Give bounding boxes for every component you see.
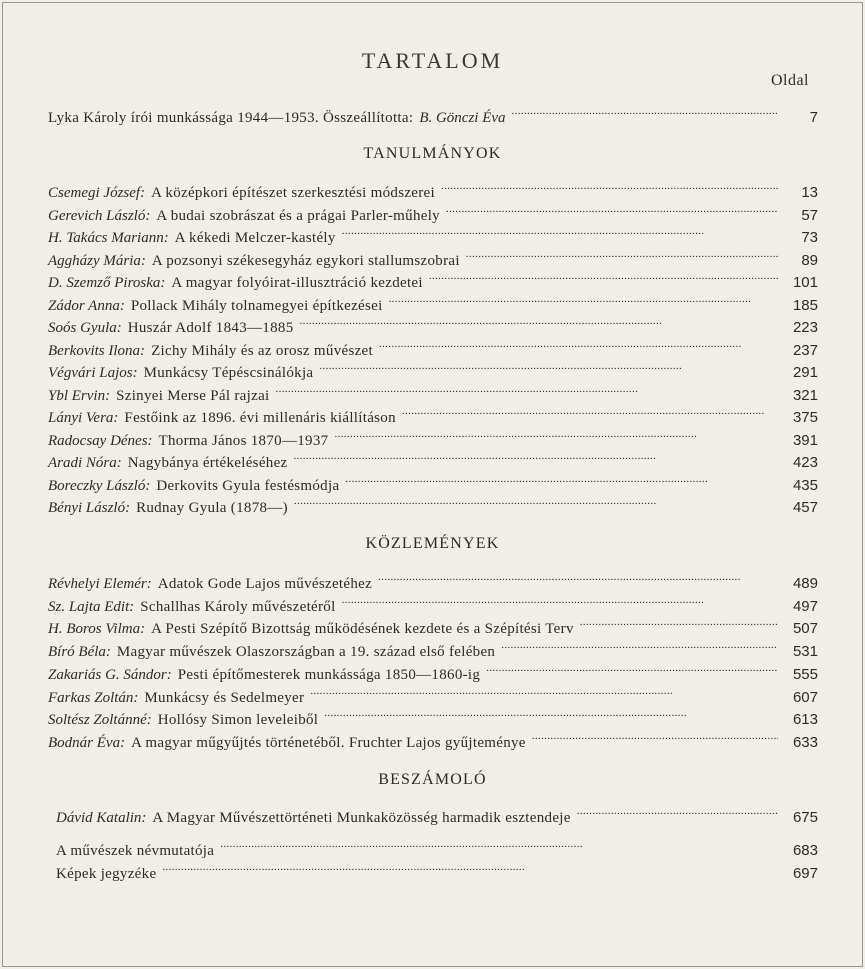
entry-page-number: 391 — [792, 431, 818, 449]
index-title: Képek jegyzéke — [56, 865, 157, 882]
entry-title: Derkovits Gyula festésmódja — [156, 477, 340, 494]
entry-page-number: 57 — [801, 206, 818, 224]
entry-author: Révhelyi Elemér: — [48, 576, 152, 592]
toc-entry[interactable] — [48, 634, 818, 661]
entry-title: Magyar művészek Olaszországban a 19. század első felében — [116, 644, 496, 661]
intro-page-number: 7 — [809, 109, 818, 126]
leader-dots — [324, 702, 778, 724]
entry-author: Berkovits Ilona: — [48, 342, 146, 359]
entry-title: A magyar folyóirat-illusztráció kezdetei — [171, 275, 423, 291]
entry-page-number: 497 — [792, 597, 818, 615]
entry-title: Huszár Adolf 1843—1885 — [127, 320, 294, 336]
entry-title: A kékedi Melczer-kastély — [174, 230, 336, 246]
entry-author: Végvári Lajos: — [48, 365, 138, 381]
toc-entry[interactable] — [48, 310, 818, 336]
entry-page-number: 633 — [792, 733, 818, 751]
toc-entry[interactable] — [48, 175, 818, 201]
toc-entry[interactable] — [48, 566, 818, 592]
leader-dots — [310, 680, 778, 702]
toc-entry[interactable] — [48, 220, 818, 246]
entry-author: Dávid Katalin: — [56, 810, 147, 826]
toc-entry[interactable] — [48, 333, 818, 359]
leader-dots — [294, 445, 779, 467]
index-entry[interactable] — [56, 833, 818, 859]
entry-title: Zichy Mihály és az orosz művészet — [151, 342, 373, 359]
entry-author: Aradi Nóra: — [48, 455, 122, 471]
entry-author: Zakariás G. Sándor: — [48, 666, 172, 683]
entry-page-number: 507 — [792, 620, 818, 638]
leader-dots — [580, 611, 778, 633]
leader-dots — [300, 310, 779, 332]
toc-entry[interactable] — [48, 589, 818, 615]
leader-dots — [220, 833, 778, 855]
entry-title: Rudnay Gyula (1878—) — [136, 500, 288, 516]
intro-title: Lyka Károly írói munkássága 1944—1953. Összeállította: — [48, 110, 414, 126]
entry-author: H. Boros Vilma: — [48, 621, 146, 638]
leader-dots — [379, 333, 778, 355]
toc-entry[interactable] — [48, 355, 818, 381]
entry-title: A pozsonyi székesegyház egykori stallumszobrai — [151, 252, 460, 269]
entry-author: Gerevich László: — [48, 207, 151, 224]
leader-dots — [501, 634, 778, 656]
toc-entry[interactable] — [48, 243, 818, 269]
section-heading-kozlemenyek: KÖZLEMÉNYEK — [365, 535, 500, 552]
toc-entry[interactable] — [48, 198, 818, 224]
section-heading-beszamolo: BESZÁMOLÓ — [378, 771, 487, 788]
toc-entry[interactable] — [48, 400, 818, 426]
entry-page-number: 435 — [792, 476, 818, 494]
section-heading-tanulmanyok: TANULMÁNYOK — [363, 145, 502, 162]
leader-dots — [342, 589, 778, 611]
entry-page-number: 237 — [792, 341, 818, 359]
leader-dots — [334, 423, 778, 445]
entry-author: D. Szemző Piroska: — [48, 275, 166, 291]
toc-entry[interactable] — [48, 657, 818, 683]
entry-title: Pollack Mihály tolnamegyei építkezései — [130, 297, 383, 314]
toc-entry[interactable] — [48, 265, 818, 291]
entry-title: A budai szobrászat és a prágai Parler-műhely — [156, 207, 440, 224]
toc-entry[interactable] — [48, 468, 818, 494]
leader-dots — [162, 856, 778, 878]
index-entry[interactable] — [56, 856, 818, 882]
page-title: TARTALOM — [361, 48, 504, 73]
leader-dots — [389, 288, 778, 310]
leader-dots — [378, 566, 778, 588]
entry-page-number: 101 — [792, 274, 818, 291]
toc-entry[interactable] — [48, 378, 818, 404]
leader-dots — [319, 355, 778, 377]
entry-title: Festőink az 1896. évi millenáris kiállításon — [124, 410, 396, 426]
entry-page-number: 675 — [792, 809, 818, 826]
leader-dots — [402, 400, 778, 422]
toc-entry[interactable] — [48, 490, 818, 516]
entry-page-number: 13 — [801, 184, 818, 201]
intro-entry[interactable] — [48, 100, 818, 126]
entry-author: H. Takács Mariann: — [48, 230, 169, 246]
entry-author: Ybl Ervin: — [48, 387, 111, 404]
entry-page-number: 73 — [801, 229, 818, 246]
leader-dots — [466, 243, 778, 265]
toc-entry[interactable] — [48, 702, 818, 729]
toc-entry[interactable] — [48, 725, 818, 751]
leader-dots — [446, 198, 778, 220]
entry-title: Hollósy Simon leveleiből — [157, 712, 319, 729]
leader-dots — [342, 220, 778, 242]
toc-entry[interactable] — [56, 800, 818, 826]
intro-author: B. Gönczi Éva — [419, 110, 506, 126]
entry-page-number: 607 — [792, 688, 818, 706]
entry-page-number: 531 — [792, 643, 818, 661]
entry-title: Nagybánya értékeléséhez — [127, 455, 288, 471]
index-page-number: 697 — [792, 864, 818, 882]
leader-dots — [276, 378, 779, 400]
toc-entry[interactable] — [48, 423, 818, 449]
toc-entry[interactable] — [48, 611, 818, 638]
entry-page-number: 291 — [792, 364, 818, 381]
leader-dots — [577, 800, 778, 822]
entry-page-number: 555 — [792, 665, 818, 683]
entry-page-number: 375 — [792, 409, 818, 426]
entry-title: A középkori építészet szerkesztési módszerei — [151, 185, 435, 201]
entry-author: Bényi László: — [48, 500, 131, 516]
leader-dots — [532, 725, 778, 747]
entry-author: Csemegi József: — [48, 185, 146, 201]
entry-author: Bíró Béla: — [48, 644, 111, 661]
entry-author: Soós Gyula: — [48, 320, 122, 336]
page-column-label: Oldal — [770, 72, 809, 89]
entry-title: A Magyar Művészettörténeti Munkaközösség harmadik esztendeje — [152, 810, 571, 826]
entry-page-number: 457 — [792, 499, 818, 516]
index-title: A művészek névmutatója — [56, 843, 215, 859]
entry-author: Bodnár Éva: — [48, 734, 126, 751]
leader-dots — [345, 468, 778, 490]
leader-dots — [486, 657, 778, 679]
entry-page-number: 613 — [792, 711, 818, 729]
entry-author: Boreczky László: — [48, 477, 151, 494]
toc-entry[interactable] — [48, 680, 818, 706]
entry-title: A magyar műgyűjtés történetéből. Fruchter Lajos gyűjteménye — [131, 734, 526, 751]
entry-page-number: 489 — [792, 575, 818, 592]
entry-title: Szinyei Merse Pál rajzai — [116, 387, 270, 404]
toc-entry[interactable] — [48, 288, 818, 314]
entry-author: Soltész Zoltánné: — [48, 712, 152, 729]
entry-title: A Pesti Szépítő Bizottság működésének kezdete és a Szépítési Terv — [151, 621, 574, 638]
entry-author: Radocsay Dénes: — [48, 432, 153, 449]
entry-title: Munkácsy és Sedelmeyer — [144, 689, 305, 706]
entry-author: Aggházy Mária: — [48, 252, 146, 269]
entry-author: Farkas Zoltán: — [48, 689, 139, 706]
leader-dots — [441, 175, 778, 197]
entry-author: Sz. Lajta Edit: — [48, 598, 135, 615]
leader-dots — [512, 100, 778, 122]
index-page-number: 683 — [792, 842, 818, 859]
entry-page-number: 423 — [792, 454, 818, 471]
entry-author: Zádor Anna: — [48, 297, 125, 314]
entry-page-number: 321 — [792, 386, 818, 404]
entry-title: Pesti építőmesterek munkássága 1850—1860-ig — [177, 666, 481, 683]
entry-page-number: 185 — [792, 296, 818, 314]
entry-page-number: 223 — [792, 319, 818, 336]
leader-dots — [429, 265, 778, 287]
toc-entry[interactable] — [48, 445, 818, 471]
entry-page-number: 89 — [801, 251, 818, 269]
entry-author: Lányi Vera: — [48, 410, 119, 426]
entry-title: Adatok Gode Lajos művészetéhez — [157, 576, 373, 592]
entry-title: Thorma János 1870—1937 — [158, 432, 329, 449]
entry-title: Munkácsy Tépéscsinálókja — [143, 365, 314, 381]
leader-dots — [294, 490, 778, 512]
entry-title: Schallhas Károly művészetéről — [140, 598, 336, 615]
